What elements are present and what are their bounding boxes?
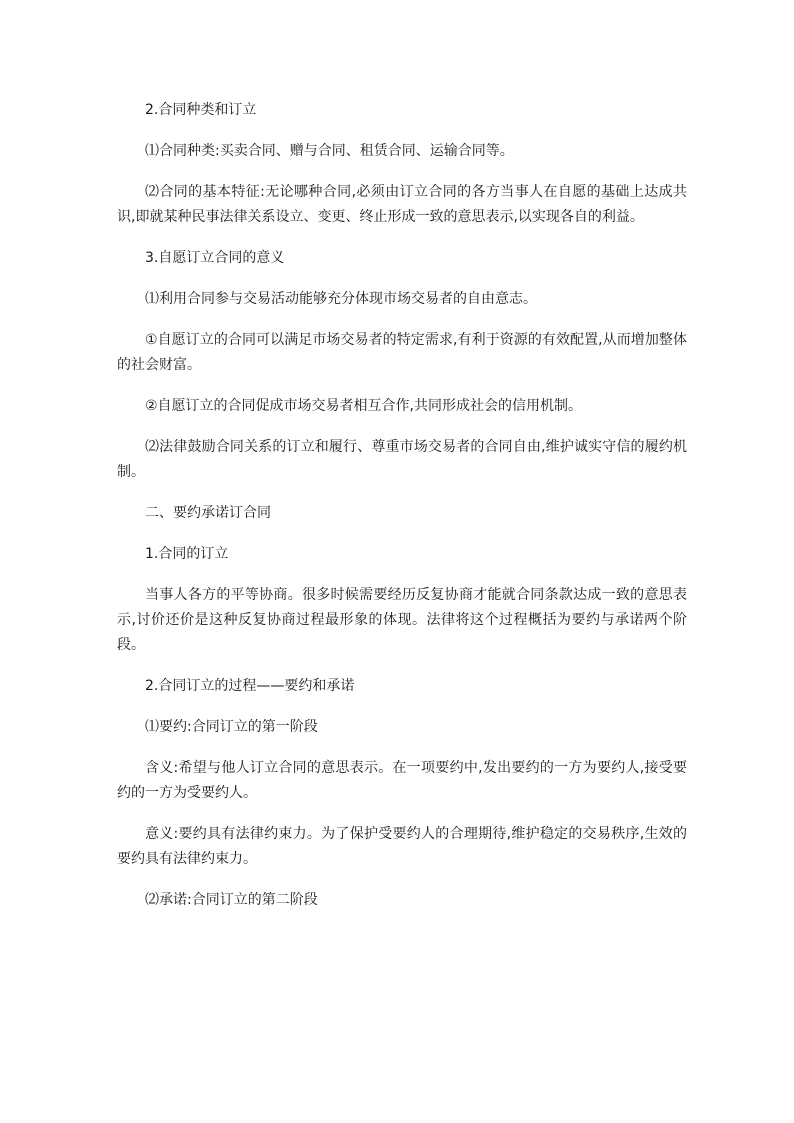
paragraph-acceptance-stage: ⑵承诺:合同订立的第二阶段 [145,892,318,908]
paragraph-offer-significance: 意义:要约具有法律约束力。为了保护受要约人的合理期待,维护稳定的交易秩序,生效的要约具有法律约束力。 [117,826,687,867]
paragraph-contract-types: ⑴合同种类:买卖合同、赠与合同、租赁合同、运输合同等。 [145,143,514,159]
paragraph-credit-mechanism: ②自愿订立的合同促成市场交易者相互合作,共同形成社会的信用机制。 [145,398,582,414]
paragraph-law-encourages: ⑵法律鼓励合同关系的订立和履行、尊重市场交易者的合同自由,维护诚实守信的履约机制。 [117,439,687,480]
document-body [117,98,687,929]
paragraph-free-will: ⑴利用合同参与交易活动能够充分体现市场交易者的自由意志。 [145,291,537,307]
subheading-contract-formation: 1.合同的订立 [145,546,229,562]
subheading-voluntary-significance: 3.自愿订立合同的意义 [145,250,285,266]
paragraph-offer-stage: ⑴要约:合同订立的第一阶段 [145,719,318,735]
paragraph-negotiation: 当事人各方的平等协商。很多时候需要经历反复协商才能就合同条款达成一致的意思表示,讨价还价是这种反复协商过程最形象的体现。法律将这个过程概括为要约与承诺两个阶段。 [117,587,687,653]
section-heading-offer-acceptance: 二、要约承诺订合同 [145,505,271,521]
subheading-formation-process: 2.合同订立的过程——要约和承诺 [145,678,355,694]
paragraph-specific-needs: ①自愿订立的合同可以满足市场交易者的特定需求,有利于资源的有效配置,从而增加整体的社会财富。 [117,332,687,373]
paragraph-offer-meaning: 含义:希望与他人订立合同的意思表示。在一项要约中,发出要约的一方为要约人,接受要约的一方为受要约人。 [117,760,687,801]
subheading-contract-types: 2.合同种类和订立 [145,102,257,118]
paragraph-basic-features: ⑵合同的基本特征:无论哪种合同,必须由订立合同的各方当事人在自愿的基础上达成共识,即就某种民事法律关系设立、变更、终止形成一致的意思表示,以实现各自的利益。 [117,184,687,225]
